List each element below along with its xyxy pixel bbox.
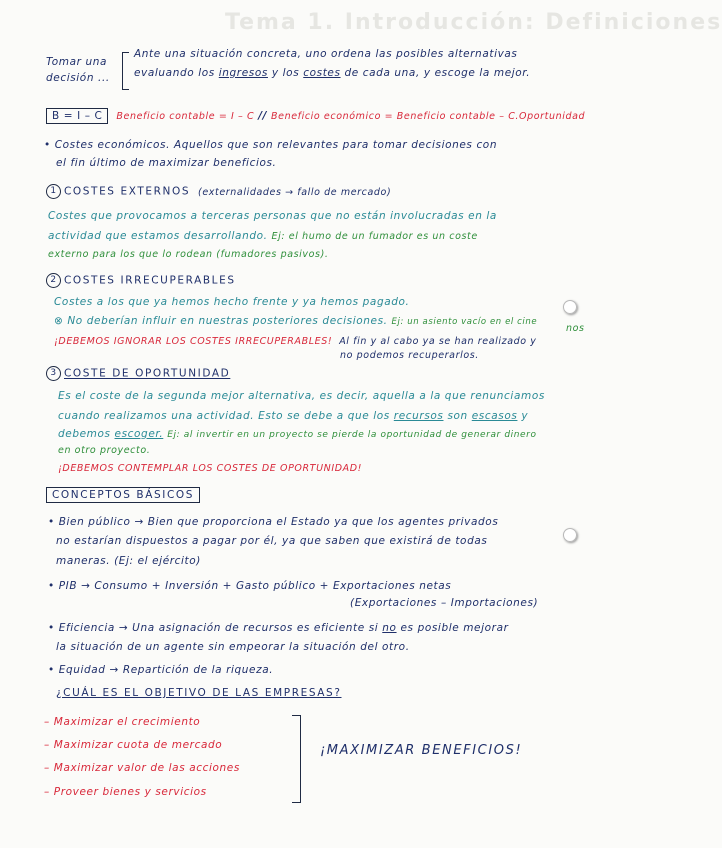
binder-hole-icon xyxy=(563,300,577,314)
empresas-item: – Maximizar valor de las acciones xyxy=(44,762,240,774)
irrecuperables-l2c: nos xyxy=(566,323,585,334)
externos-l2: actividad que estamos desarrollando. Ej: el humo de un fumador es un coste xyxy=(48,230,478,242)
decision-bracket xyxy=(122,52,129,90)
decision-label-1: Tomar una xyxy=(46,56,108,68)
formula-part2: Beneficio económico = Beneficio contable – C.Oportunidad xyxy=(271,111,586,122)
costes-economicos-1: • Costes económicos. Aquellos que son relevantes para tomar decisiones con xyxy=(44,139,498,151)
pib-2: (Exportaciones – Importaciones) xyxy=(350,597,539,609)
binder-hole-icon xyxy=(563,528,577,542)
irrecuperables-l1: Costes a los que ya hemos hecho frente y ya hemos pagado. xyxy=(54,296,410,308)
irrecuperables-l2: ⊗ No deberían influir en nuestras posteriores decisiones. Ej: un asiento vacío en el cine xyxy=(54,315,538,327)
empresas-bracket xyxy=(292,715,301,803)
oportunidad-l1: Es el coste de la segunda mejor alternativa, es decir, aquella a la que renunciamos xyxy=(58,390,545,402)
decision-def-1: Ante una situación concreta, uno ordena las posibles alternativas xyxy=(134,48,518,60)
formula-box: B = I – C xyxy=(46,108,108,124)
decision-def-2: evaluando los ingresos y los costes de cada una, y escoge la mejor. xyxy=(134,67,531,79)
ghost-header: Tema 1. Introducción: Definiciones xyxy=(225,10,722,35)
formula-part1: Beneficio contable = I – C xyxy=(116,111,255,122)
externos-heading: 1 COSTES EXTERNOS (externalidades → fallo de mercado) xyxy=(46,184,391,199)
irrecuperables-l3: ¡DEBEMOS IGNORAR LOS COSTES IRRECUPERABLES! Al fin y al cabo ya se han realizado y xyxy=(54,336,537,347)
irrecuperables-l4: no podemos recuperarlos. xyxy=(340,350,479,361)
empresas-item: – Maximizar cuota de mercado xyxy=(44,739,223,751)
conceptos-title: CONCEPTOS BÁSICOS xyxy=(46,489,200,501)
bien-publico-2: no estarían dispuestos a pagar por él, ya que saben que existirá de todas xyxy=(56,535,488,547)
costes-economicos-2: el fin último de maximizar beneficios. xyxy=(56,157,277,169)
irrecuperables-heading: 2 COSTES IRRECUPERABLES xyxy=(46,273,236,288)
oportunidad-l3: debemos escoger. Ej: al invertir en un proyecto se pierde la oportunidad de generar dinero xyxy=(58,428,537,440)
empresas-item: – Maximizar el crecimiento xyxy=(44,716,201,728)
decision-label-2: decisión ... xyxy=(46,72,110,84)
externos-l3: externo para los que lo rodean (fumadores pasivos). xyxy=(48,249,329,260)
empresas-item: – Proveer bienes y servicios xyxy=(44,786,207,798)
eficiencia-2: la situación de un agente sin empeorar la situación del otro. xyxy=(56,641,410,653)
pib-1: • PIB → Consumo + Inversión + Gasto público + Exportaciones netas xyxy=(48,580,452,592)
formula-line xyxy=(46,110,585,122)
oportunidad-l5: ¡DEBEMOS CONTEMPLAR LOS COSTES DE OPORTUNIDAD! xyxy=(58,463,363,474)
empresas-answer: ¡MAXIMIZAR BENEFICIOS! xyxy=(320,743,523,758)
equidad: • Equidad → Repartición de la riqueza. xyxy=(48,664,274,676)
eficiencia-1: • Eficiencia → Una asignación de recursos es eficiente si no es posible mejorar xyxy=(48,622,509,634)
oportunidad-l4: en otro proyecto. xyxy=(58,445,151,456)
formula-sep: // xyxy=(258,110,268,122)
bien-publico-1: • Bien público → Bien que proporciona el Estado ya que los agentes privados xyxy=(48,516,499,528)
bien-publico-3: maneras. (Ej: el ejército) xyxy=(56,555,201,567)
externos-l1: Costes que provocamos a terceras personas que no están involucradas en la xyxy=(48,210,497,222)
empresas-question: ¿CUÁL ES EL OBJETIVO DE LAS EMPRESAS? xyxy=(56,687,342,699)
oportunidad-l2: cuando realizamos una actividad. Esto se debe a que los recursos son escasos y xyxy=(58,410,529,422)
oportunidad-heading: 3 COSTE DE OPORTUNIDAD xyxy=(46,366,230,381)
